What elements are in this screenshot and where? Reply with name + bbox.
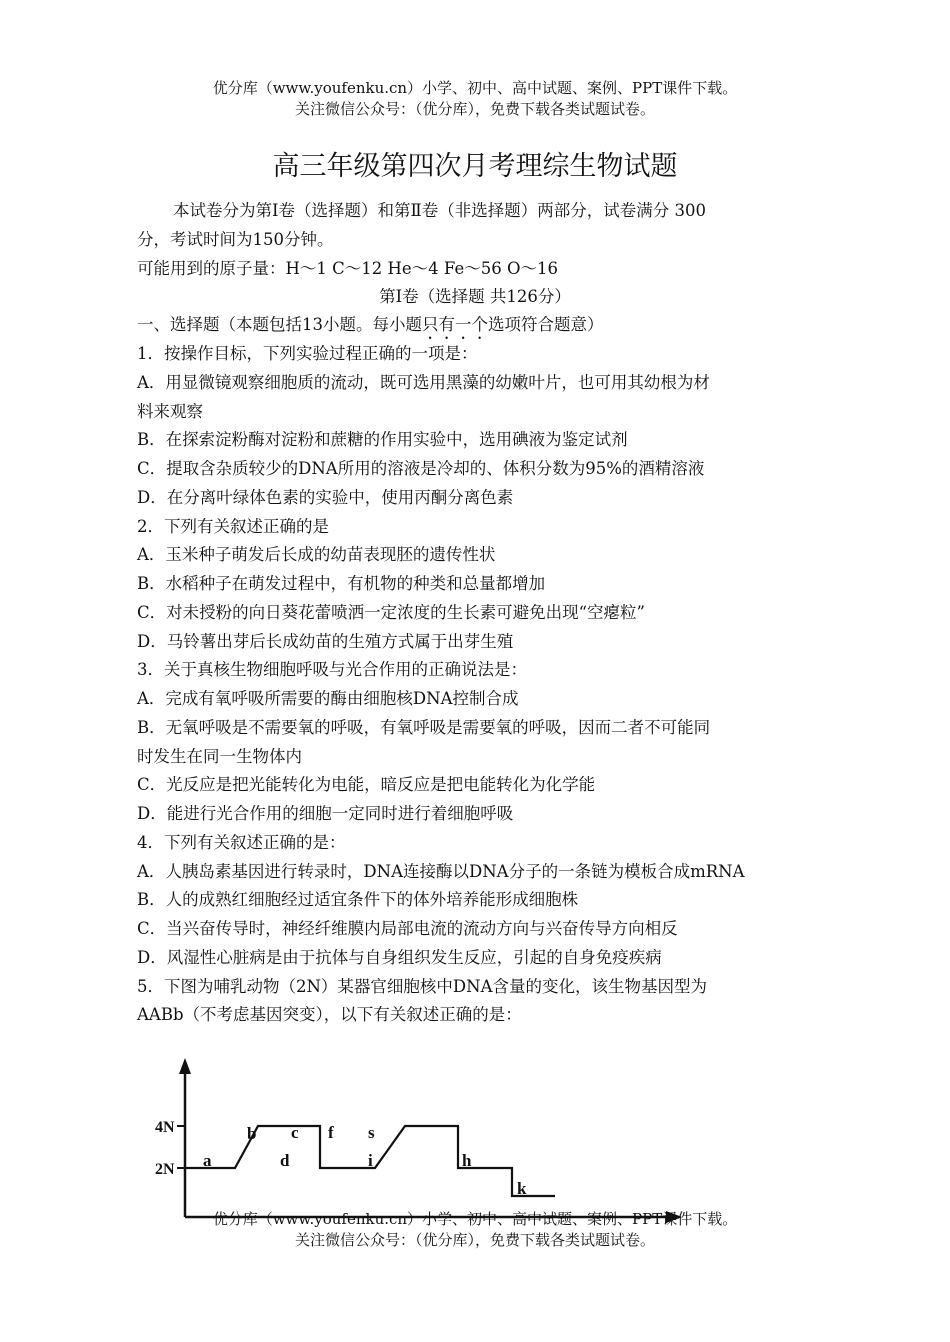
y-axis-arrow (179, 1058, 191, 1074)
q1-option-a-cont: 料来观察 (137, 402, 203, 421)
q2-option-d: D．马铃薯出芽后长成幼苗的生殖方式属于出芽生殖 (137, 632, 514, 651)
header-line-1: 优分库（www.youfenku.cn）小学、初中、高中试题、案例、PPT课件下载。 (212, 79, 738, 97)
q1-option-d: D．在分离叶绿体色素的实验中，使用丙酮分离色素 (137, 488, 514, 507)
point-label-c: c (291, 1123, 299, 1142)
y-label-4n: 4N (155, 1119, 175, 1136)
q3-option-c: C．光反应是把光能转化为电能，暗反应是把电能转化为化学能 (137, 775, 596, 794)
q4-option-b: B．人的成熟红细胞经过适宜条件下的体外培养能形成细胞株 (137, 890, 579, 909)
point-label-b: b (247, 1124, 257, 1143)
q3-option-d: D．能进行光合作用的细胞一定同时进行着细胞呼吸 (137, 804, 514, 823)
q5-stem: 5．下图为哺乳动物（2N）某器官细胞核中DNA含量的变化，该生物基因型为 (137, 977, 708, 996)
section-instruction (137, 311, 817, 343)
q4-option-d: D．风湿性心脏病是由于抗体与自身组织发生反应，引起的自身免疫疾病 (137, 948, 662, 967)
section-heading: 第Ⅰ卷（选择题 共126分） (379, 287, 571, 306)
q3-option-b: B．无氧呼吸是不需要氧的呼吸，有氧呼吸是需要氧的呼吸，因而二者不可能同 (137, 718, 711, 737)
point-label-i: i (368, 1151, 373, 1170)
instruction-pre: 一、选择题（本题包括13小题。每小题 (137, 315, 422, 334)
q4-option-c: C．当兴奋传导时，神经纤维膜内局部电流的流动方向与兴奋传导方向相反 (137, 919, 678, 938)
q2-option-c: C．对未授粉的向日葵花蕾喷洒一定浓度的生长素可避免出现“空瘪粒” (137, 603, 645, 622)
q1-option-c: C．提取含杂质较少的DNA所用的溶液是冷却的、体积分数为95%的酒精溶液 (137, 459, 705, 478)
point-label-s: s (368, 1123, 375, 1142)
point-label-f: f (328, 1123, 334, 1142)
q3-option-a: A．完成有氧呼吸所需要的酶由细胞核DNA控制合成 (137, 689, 519, 708)
intro-line-2: 分，考试时间为150分钟。 (137, 230, 334, 249)
q2-stem: 2．下列有关叙述正确的是 (137, 517, 329, 536)
header-line-2: 关注微信公众号：（优分库），免费下载各类试题试卷。 (294, 100, 655, 118)
q4-stem: 4．下列有关叙述正确的是： (137, 833, 346, 852)
footer-line-1: 优分库（www.youfenku.cn）小学、初中、高中试题、案例、PPT课件下载。 (212, 1210, 738, 1228)
q2-option-b: B．水稻种子在萌发过程中，有机物的种类和总量都增加 (137, 574, 546, 593)
footer-line-2: 关注微信公众号：（优分库），免费下载各类试题试卷。 (294, 1231, 655, 1249)
atomic-mass-line: 可能用到的原子量：H～1 C～12 He～4 Fe～56 O～16 (137, 259, 558, 278)
point-label-a: a (203, 1151, 212, 1170)
y-label-2n: 2N (155, 1161, 175, 1178)
q1-stem: 1．按操作目标，下列实验过程正确的一项是： (137, 344, 478, 363)
page-title: 高三年级第四次月考理综生物试题 (272, 151, 678, 182)
q1-option-a: A．用显微镜观察细胞质的流动，既可选用黑藻的幼嫩叶片，也可用其幼根为材 (137, 373, 710, 392)
intro-line-1: 本试卷分为第Ⅰ卷（选择题）和第Ⅱ卷（非选择题）两部分，试卷满分 300 (173, 201, 706, 220)
instruction-emphasis: 只有一个 (422, 315, 488, 334)
instruction-post: 选项符合题意） (488, 315, 604, 334)
point-label-d: d (280, 1151, 290, 1170)
point-label-k: k (517, 1179, 527, 1198)
point-label-h: h (462, 1151, 472, 1170)
q1-option-b: B．在探索淀粉酶对淀粉和蔗糖的作用实验中，选用碘液为鉴定试剂 (137, 430, 628, 449)
q5-stem-cont: AABb（不考虑基因突变），以下有关叙述正确的是： (137, 1005, 522, 1024)
q3-option-b-cont: 时发生在同一生物体内 (137, 747, 302, 766)
q2-option-a: A．玉米种子萌发后长成的幼苗表现胚的遗传性状 (137, 545, 496, 564)
q4-option-a: A．人胰岛素基因进行转录时，DNA连接酶以DNA分子的一条链为模板合成mRNA (137, 862, 745, 881)
q3-stem: 3．关于真核生物细胞呼吸与光合作用的正确说法是： (137, 660, 527, 679)
